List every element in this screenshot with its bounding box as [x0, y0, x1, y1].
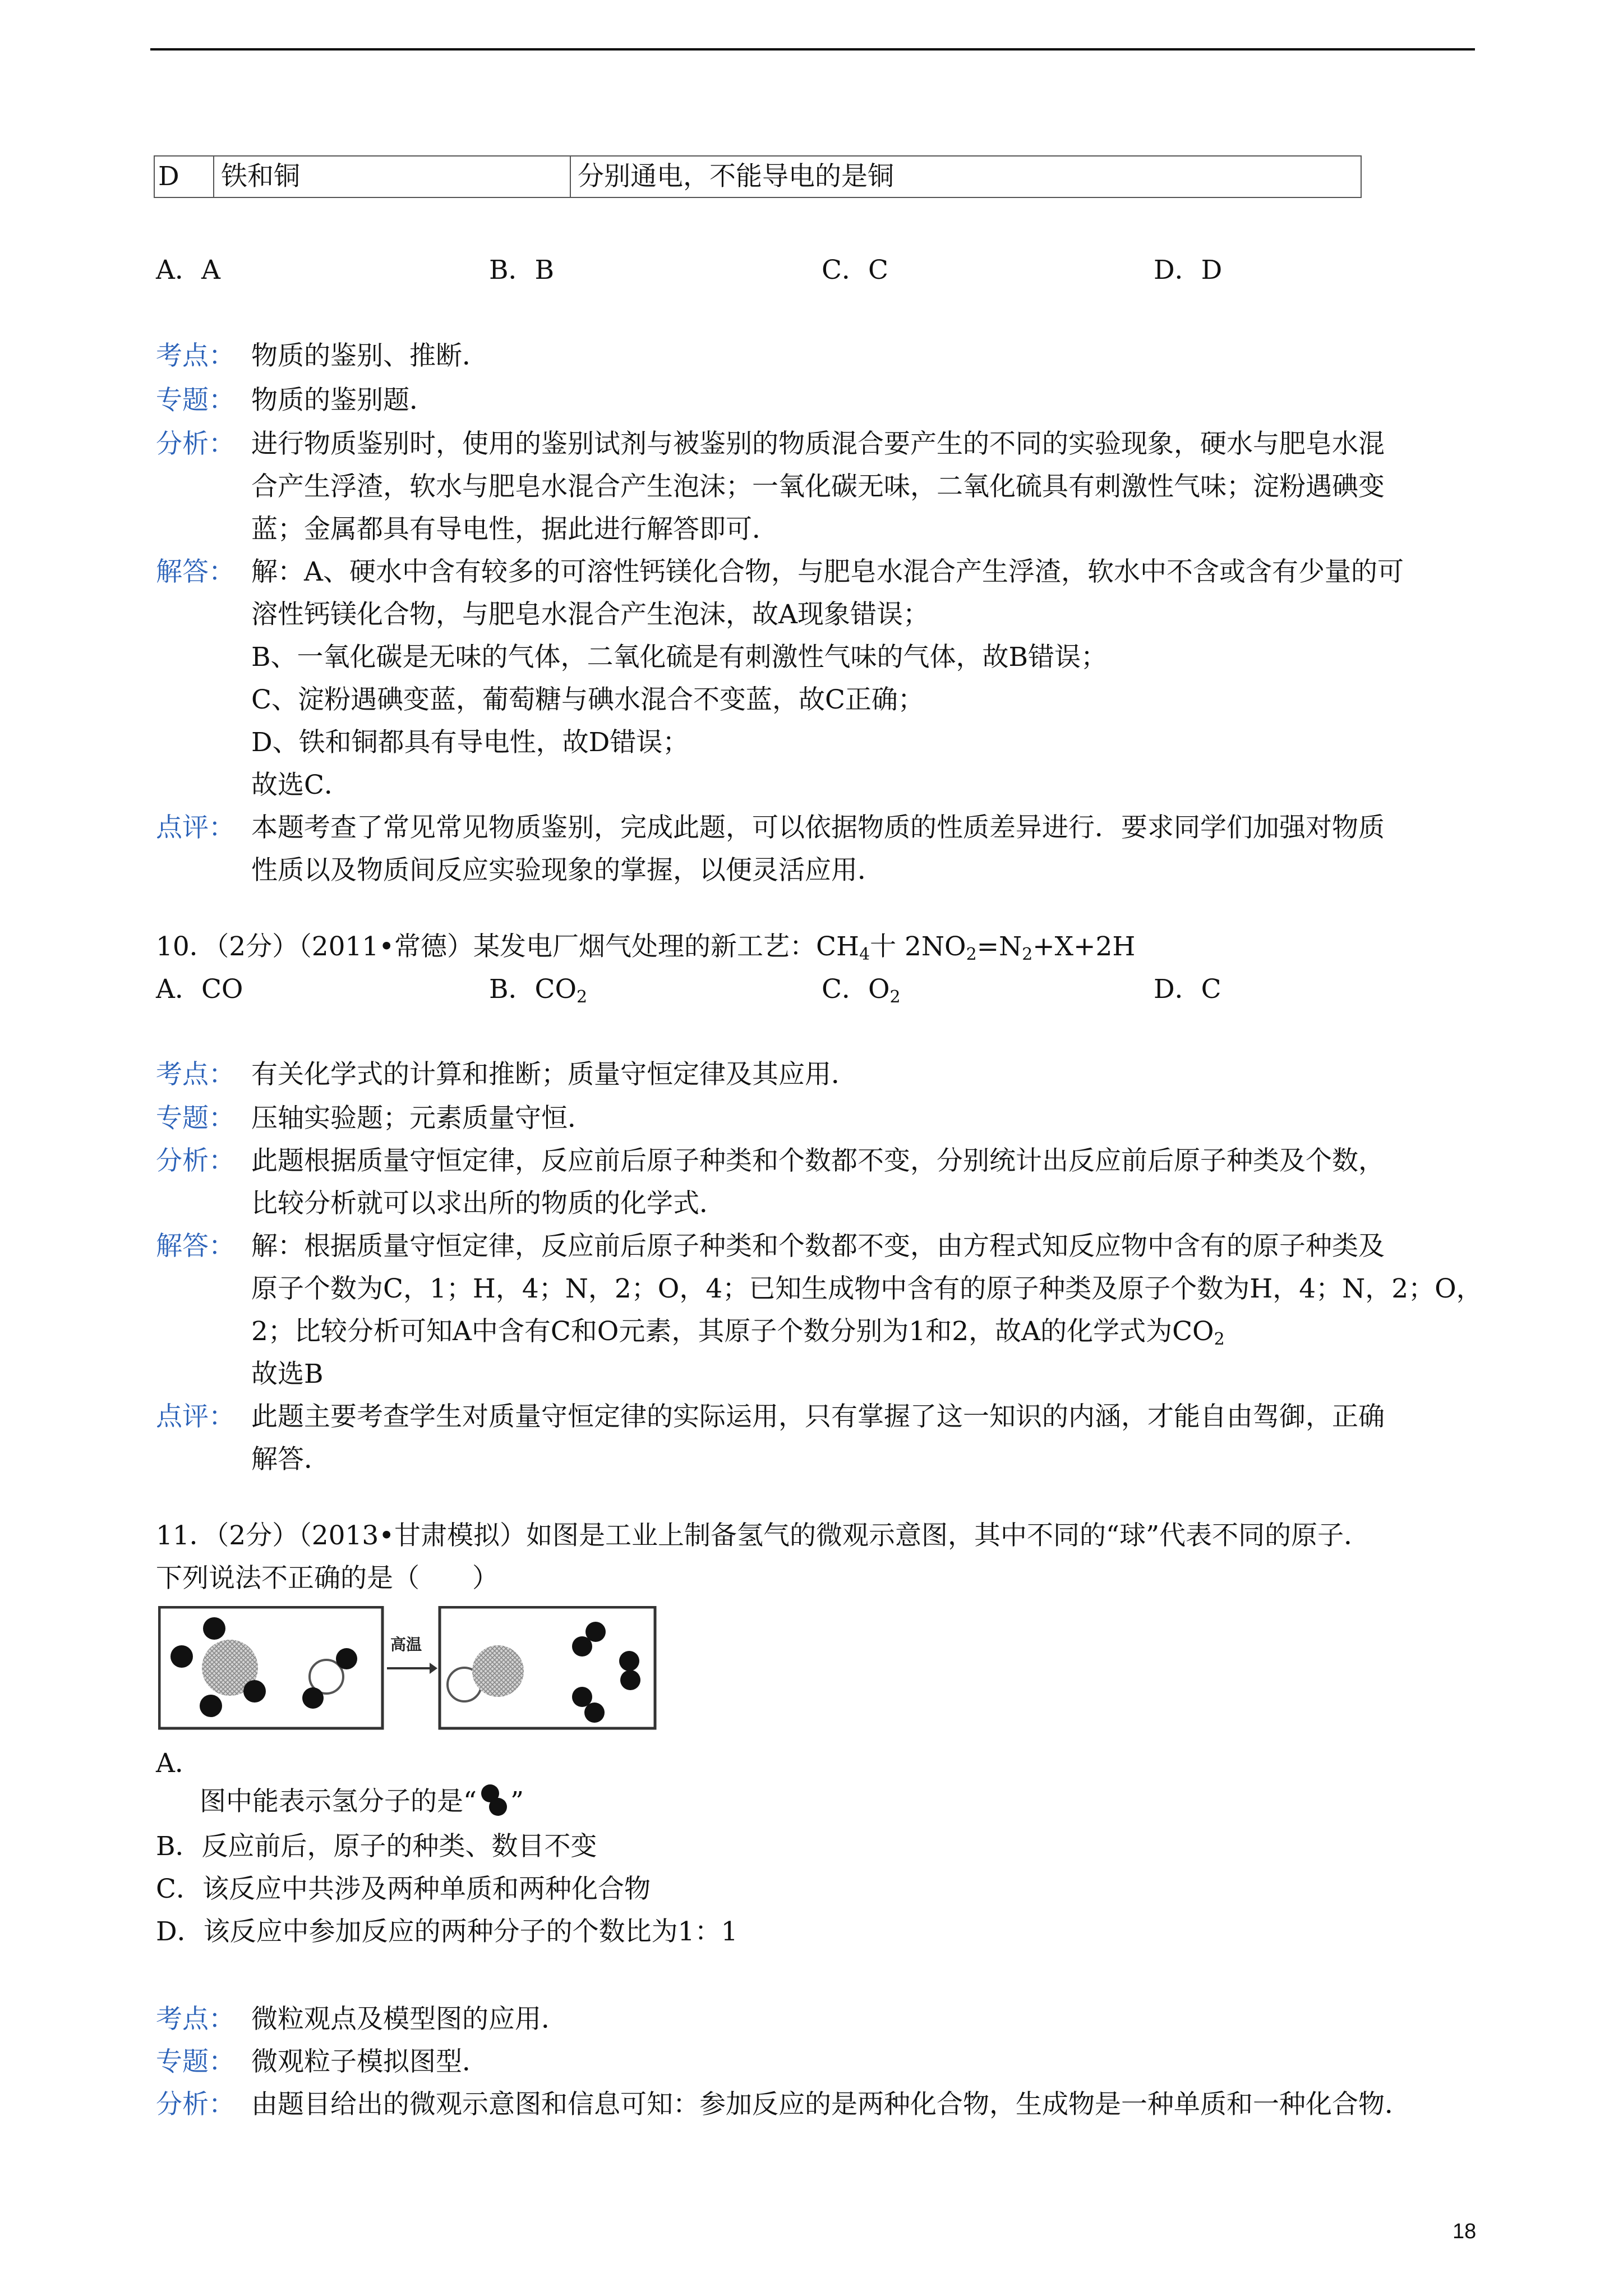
table-divider [213, 157, 214, 197]
q10-kaodian: 有关化学式的计算和推断；质量守恒定律及其应用． [251, 1059, 857, 1090]
q10-jieda-label: 解答： [156, 1231, 235, 1262]
q10-jieda-line: 2；比较分析可知A中含有C和O元素，其原子个数分别为1和2，故A的化学式为$CO_2$ [251, 1316, 1225, 1349]
table-cell-option: D [158, 161, 179, 192]
hydrogen-molecule-icon [478, 1782, 509, 1818]
water-molecule [302, 1648, 357, 1709]
q11-kaodian-label: 考点： [156, 2004, 235, 2035]
reaction-diagram [158, 1606, 657, 1731]
q11-option-a: 图中能表示氢分子的是“ ” [200, 1780, 524, 1818]
q9-dianping-line: 性质以及物质间反应实验现象的掌握，以便灵活应用． [251, 855, 884, 886]
q10-option-d: D．C [1154, 974, 1221, 1005]
table-row [154, 155, 1362, 198]
q9-zhuanti-label: 专题： [156, 385, 235, 416]
q9-fenxi-line: 蓝；金属都具有导电性，据此进行解答即可． [251, 514, 778, 545]
q10-dianping-line: 解答． [251, 1444, 330, 1475]
reaction-arrow-head [430, 1663, 437, 1674]
arrow-label: 高温 [390, 1635, 422, 1654]
q11-option-d: D．该反应中参加反应的两种分子的个数比为1：1 [156, 1916, 738, 1947]
q9-option-b: B．B [489, 255, 555, 286]
q10-stem: 10．（2分）（2011•常德）某发电厂烟气处理的新工艺：$CH_4$十 $2NO_2=N_2+X+2H$ [156, 931, 1136, 964]
q9-option-a: A．A [156, 255, 220, 286]
q11-zhuanti-label: 专题： [156, 2046, 235, 2077]
q9-dianping-label: 点评： [156, 812, 235, 843]
q9-kaodian-label: 考点： [156, 341, 235, 371]
q11-fenxi: 由题目给出的微观示意图和信息可知：参加反应的是两种化合物，生成物是一种单质和一种化合物． [251, 2089, 1411, 2120]
q9-kaodian: 物质的鉴别、推断． [251, 341, 488, 371]
q11-option-b: B．反应前后，原子的种类、数目不变 [156, 1831, 597, 1862]
q10-zhuanti: 压轴实验题；元素质量守恒． [251, 1103, 594, 1134]
product-molecules [448, 1622, 640, 1723]
q11-stem-line: 下列说法不正确的是（ ） [156, 1563, 499, 1594]
page-number: 18 [1453, 2220, 1477, 2243]
methane-molecule [170, 1617, 266, 1717]
q10-dianping-label: 点评： [156, 1401, 235, 1432]
q9-zhuanti: 物质的鉴别题． [251, 385, 436, 416]
q10-kaodian-label: 考点： [156, 1059, 235, 1090]
q9-jieda-line: 故选C． [251, 770, 351, 800]
q10-fenxi-label: 分析： [156, 1145, 235, 1176]
q9-jieda-line: B、一氧化碳是无味的气体，二氧化硫是有刺激性气味的气体，故B错误； [251, 642, 1108, 673]
table-cell-method: 分别通电，不能导电的是铜 [578, 161, 894, 192]
q9-jieda-line: 溶性钙镁化合物，与肥皂水混合产生泡沫，故A现象错误； [251, 599, 929, 630]
q9-jieda-line: C、淀粉遇碘变蓝，葡萄糖与碘水混合不变蓝，故C正确； [251, 684, 924, 715]
q10-fenxi-line: 比较分析就可以求出所的物质的化学式． [251, 1188, 726, 1219]
q9-option-d: D．D [1154, 255, 1223, 286]
table-cell-substances: 铁和铜 [221, 161, 300, 192]
q9-dianping-line: 本题考查了常见常见物质鉴别，完成此题，可以依据物质的性质差异进行．要求同学们加强对物质 [251, 812, 1385, 843]
q11-fenxi-label: 分析： [156, 2089, 235, 2120]
q9-jieda-label: 解答： [156, 556, 235, 587]
q10-zhuanti-label: 专题： [156, 1103, 235, 1134]
q10-dianping-line: 此题主要考查学生对质量守恒定律的实际运用，只有掌握了这一知识的内涵，才能自由驾御，正确 [251, 1401, 1385, 1432]
q9-fenxi-label: 分析： [156, 429, 235, 459]
header-rule [150, 48, 1475, 50]
q10-jieda-line: 故选B [251, 1359, 324, 1389]
q9-jieda-line: D、铁和铜都具有导电性，故D错误； [251, 727, 689, 758]
q10-jieda-line: 原子个数为C，1；H，4；N，2；O，4；已知生成物中含有的原子种类及原子个数为H，4；N，2；O， [251, 1273, 1483, 1304]
q11-stem-line: 11．（2分）（2013•甘肃模拟）如图是工业上制备氢气的微观示意图，其中不同的“球”代表不同的原子． [156, 1520, 1371, 1551]
q10-option-c: C．$O_2$ [822, 974, 901, 1007]
q9-fenxi-line: 进行物质鉴别时，使用的鉴别试剂与被鉴别的物质混合要产生的不同的实验现象，硬水与肥皂水混 [251, 429, 1385, 459]
q9-jieda-line: 解：A、硬水中含有较多的可溶性钙镁化合物，与肥皂水混合产生浮渣，软水中不含或含有少量的可 [251, 556, 1404, 587]
q10-option-b: B．$CO_2$ [489, 974, 588, 1007]
table-divider [570, 157, 571, 197]
q9-option-c: C．C [822, 255, 888, 286]
q11-option-c: C．该反应中共涉及两种单质和两种化合物 [156, 1874, 651, 1904]
q11-option-a-letter: A． [156, 1748, 201, 1779]
q11-zhuanti: 微观粒子模拟图型． [251, 2046, 488, 2077]
q10-jieda-line: 解：根据质量守恒定律，反应前后原子种类和个数都不变，由方程式知反应物中含有的原子种类及 [251, 1231, 1385, 1262]
q10-fenxi-line: 此题根据质量守恒定律，反应前后原子种类和个数都不变，分别统计出反应前后原子种类及个数， [251, 1145, 1385, 1176]
q9-fenxi-line: 合产生浮渣，软水与肥皂水混合产生泡沫；一氧化碳无味，二氧化硫具有刺激性气味；淀粉遇碘变 [251, 471, 1385, 502]
q11-kaodian: 微粒观点及模型图的应用． [251, 2004, 568, 2035]
q10-option-a: A．CO [156, 974, 243, 1005]
